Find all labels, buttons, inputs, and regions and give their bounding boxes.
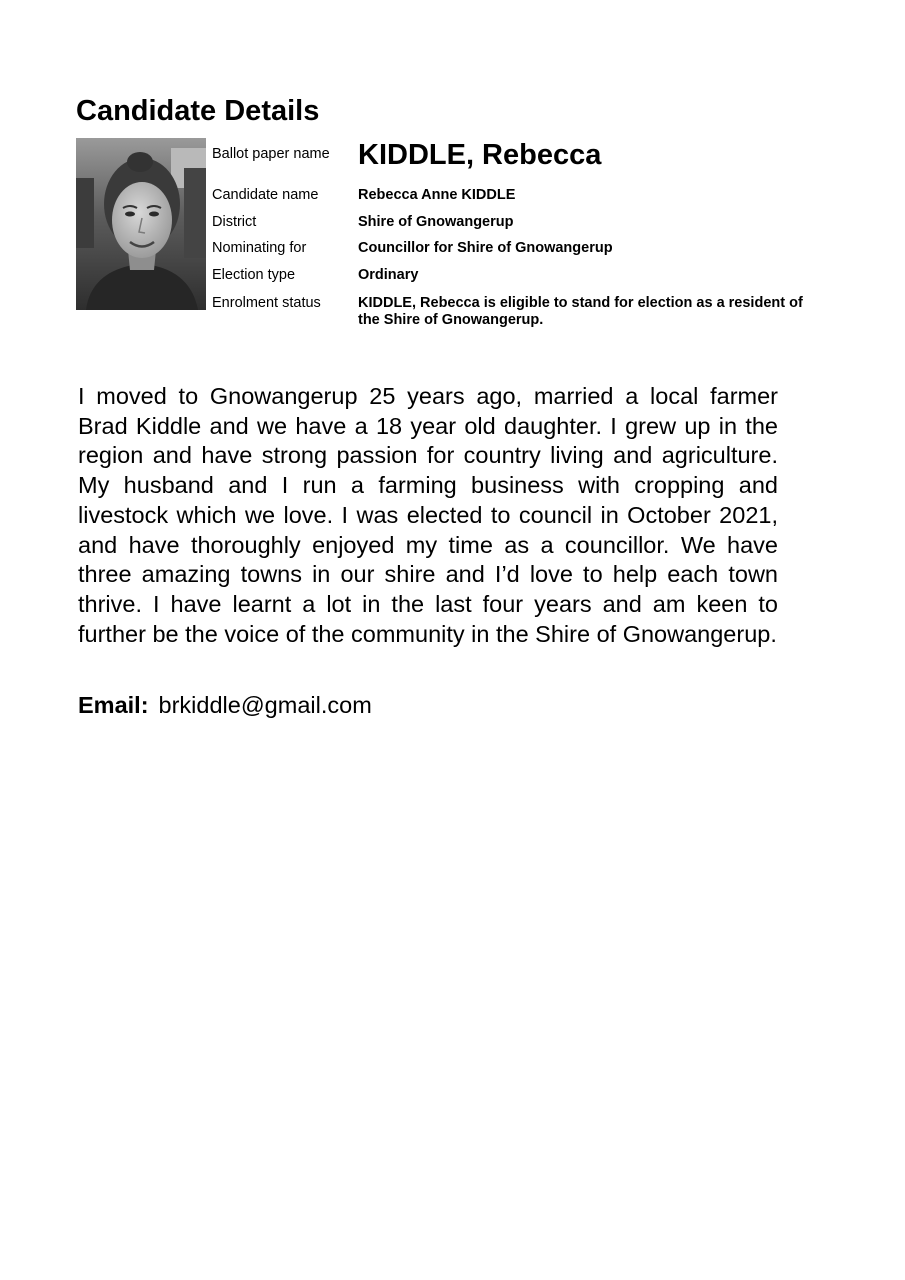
email-address: brkiddle@gmail.com bbox=[158, 692, 372, 718]
enrolment-status-label: Enrolment status bbox=[212, 295, 321, 311]
nominating-for-value: Councillor for Shire of Gnowangerup bbox=[358, 240, 613, 256]
ballot-paper-name-label: Ballot paper name bbox=[212, 146, 330, 162]
election-type-value: Ordinary bbox=[358, 267, 419, 283]
district-label: District bbox=[212, 214, 257, 230]
enrolment-status-value: KIDDLE, Rebecca is eligible to stand for election as a resident of the Shire of Gnowangerup. bbox=[358, 295, 803, 328]
nominating-for-label: Nominating for bbox=[212, 240, 307, 256]
district-value: Shire of Gnowangerup bbox=[358, 214, 514, 230]
candidate-name-value: Rebecca Anne KIDDLE bbox=[358, 187, 516, 203]
ballot-paper-name-value: KIDDLE, Rebecca bbox=[358, 139, 602, 171]
election-type-label: Election type bbox=[212, 267, 296, 283]
email-label: Email: bbox=[78, 692, 149, 718]
page-title: Candidate Details bbox=[76, 95, 320, 127]
portrait-illustration bbox=[76, 138, 206, 310]
email-row bbox=[78, 690, 372, 720]
candidate-photo bbox=[76, 138, 206, 310]
candidate-statement: I moved to Gnowangerup 25 years ago, married a local farmer Brad Kiddle and we have a 18 year old daughter. I grew up in the region and have strong passion for country living and agriculture. My husband and I run a farming business with cropping and livestock which we love. I was elected to council in October 2021, and have thoroughly enjoyed my time as a councillor. We have three amazing towns in our shire and I’d love to help each town thrive. I have learnt a lot in the last four years and am keen to further be the voice of the community in the Shire of Gnowangerup. bbox=[78, 383, 778, 647]
candidate-name-label: Candidate name bbox=[212, 187, 319, 203]
